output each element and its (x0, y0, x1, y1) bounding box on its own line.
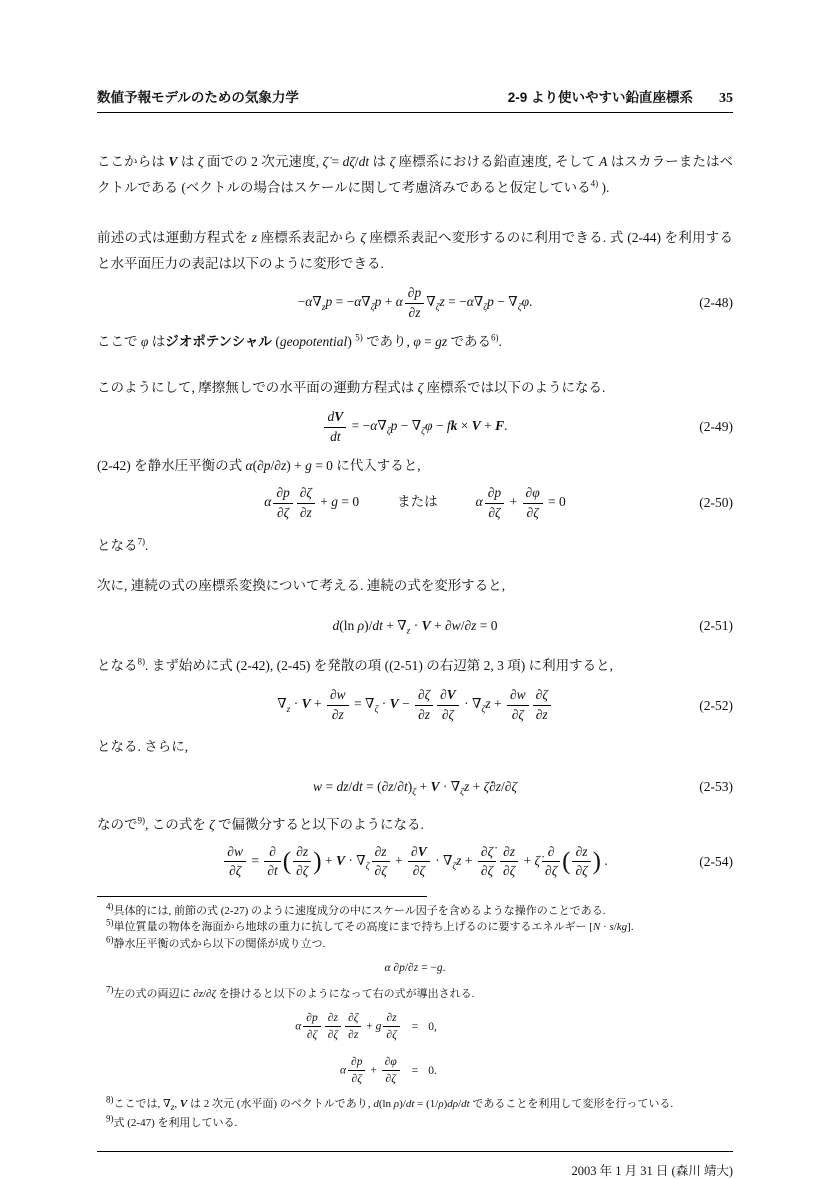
footer-date: 2003 年 1 月 31 日 (森川 靖大) (571, 1164, 733, 1179)
footnote-7-eq2-equals: = (411, 1064, 419, 1077)
paragraph-2: 前述の式は運動方程式を z 座標系表記から ζ 座標系表記へ変形するのに利用できる. 式 (2-44) を利用すると水平面圧力の表記は以下のように変形できる. (97, 230, 733, 271)
equation-2-50-math: α $\frac{\partial p}{\partial\zeta}$ $\frac{\partial\zeta}{\partial z}$ + g = 0 または α $\frac{\partial p}{\partial\zeta}$ + $\frac{\partial\varphi}{\partial\zeta}$ = 0 (264, 485, 566, 520)
footnote-7-eq1-rhs: 0, (428, 1020, 437, 1033)
footnote-9: $^{9)}$式 (2-47) を利用している. (106, 1113, 238, 1129)
paragraph-7: 次に, 連続の式の座標系変換について考える. 連続の式を変形すると, (97, 578, 506, 594)
header-left-title: 数値予報モデルのための気象力学 (97, 90, 299, 105)
equation-2-52-math: $\nabla_z \cdot V$ + $\frac{\partial w}{\partial z}$ = $\nabla_\zeta \cdot V$ − $\frac{\partial\zeta}{\partial z}$ $\frac{\partial V}{\partial\zeta}$ · $\nabla_\zeta z$ + $\frac{\partial w}{\partial\zeta}$ $\frac{\partial\zeta}{\partial z}$ (277, 687, 553, 723)
equation-2-52-number: (2-52) (699, 697, 733, 713)
equation-2-48 (97, 285, 733, 321)
text-block (97, 86, 733, 1179)
paragraph-5: (2-42) を静水圧平衡の式 α(∂p/∂z) + g = 0 に代入すると, (97, 458, 421, 474)
footnote-6: $^{6)}$静水圧平衡の式から以下の関係が成り立つ. (106, 934, 326, 950)
equation-2-51-math: d(ln $\rho)/dt + \nabla_z \cdot V + \partial w/\partial z = 0$ (332, 618, 498, 638)
page-header (97, 86, 733, 113)
paragraph-3: ここで φ はジオポテンシャル (geopotential) $^{5)}$ であり, φ = gz である$^{6)}$. (97, 332, 502, 350)
header-section-title: 2-9 より使いやすい鉛直座標系 (507, 90, 693, 105)
equation-2-54-number: (2-54) (699, 853, 733, 869)
equation-2-48-math: $-\alpha\nabla_zp = -\alpha\nabla_\zeta p + \alpha$ $\frac{\partial p}{\partial z}$ $\nabla_\zeta z = -\alpha\nabla_\zeta p - \nabla_\zeta\varphi$. (297, 285, 533, 320)
equation-2-51-number: (2-51) (699, 618, 733, 634)
equation-2-50-number: (2-50) (699, 495, 733, 511)
footnote-4: $^{4)}$具体的には, 前節の式 (2-27) のように速度成分の中にスケール因子を含めるような操作のことである. (106, 901, 606, 917)
paragraph-6: となる$^{7)}$. (97, 536, 149, 554)
equation-2-49-number: (2-49) (699, 419, 733, 435)
footnote-8: $^{8)}$ここでは, $\nabla_z$, V は 2 次元 (水平面) のベクトルであり, d(ln ρ)/dt = (1/ρ)dρ/dt であることを利用して変形を行っている. (106, 1094, 674, 1114)
equation-2-49 (97, 409, 733, 445)
equation-2-48-number: (2-48) (699, 295, 733, 311)
equation-2-49-math: $\frac{dV}{dt}$ = $-\alpha\nabla_\zeta p - \nabla_\zeta\varphi$ − fk × V + F. (322, 409, 507, 445)
footnote-7: $^{7)}$左の式の両辺に ∂z/∂ζ を掛けると以下のようになって右の式が導出される. (106, 984, 475, 1001)
equation-2-54-math: $\frac{\partial w}{\partial\zeta}$ = ∂ ∂t ( $\frac{\partial z}{\partial\zeta}$ ) + $V \cdot \nabla_\zeta$ $\frac{\partial z}{\partial\zeta}$ + $\frac{\partial V}{\partial\zeta}$ · $\nabla_\zeta z$ + $\frac{\partial\zetȧ}{\partial\zeta}$ $\frac{\partial z}{\partial\zeta}$ + ζ̇ ∂ ∂ζ ( $\frac{\partial z}{\partial\zeta}$ ) . (222, 844, 607, 880)
equation-2-53 (97, 772, 733, 802)
footnote-5: $^{5)}$単位質量の物体を海面から地球の重力に抗してその高度にまで持ち上げるのに要するエネルギー [N · s/kg]. (106, 917, 634, 934)
paragraph-10: なので$^{9)}$, この式を ζ で偏微分すると以下のようになる. (97, 815, 424, 832)
footer-rule (97, 1151, 733, 1152)
equation-2-54 (97, 844, 733, 880)
footnote-rule (97, 896, 427, 897)
footnote-7-eq2-lhs: α $\frac{\partial p}{\partial\zeta}$ + $\frac{\partial\varphi}{\partial\zeta}$ (340, 1055, 402, 1087)
footnote-6-equation: α ∂p/∂z = −g. (384, 962, 446, 975)
footnote-7-eq2-rhs: 0. (428, 1064, 437, 1077)
equation-2-51 (97, 611, 733, 641)
equation-2-53-number: (2-53) (699, 778, 733, 794)
paragraph-9: となる. さらに, (97, 738, 189, 754)
paragraph-1: ここからは V は ζ 面での 2 次元速度, ζ̇ = dζ/dt は ζ 座標系における鉛直速度, そして A はスカラーまたはベクトルである (ベクトルの場合はスケールに関して考慮済みであると仮定している$^{4)}$ ). (97, 154, 734, 195)
header-right (508, 86, 733, 107)
footnote-7-eq1-lhs: α $\frac{\partial p}{\partial\zeta}$ $\frac{\partial z}{\partial\zeta}$ $\frac{\partial\zeta}{\partial z}$ + g $\frac{\partial z}{\partial\zeta}$ (295, 1011, 402, 1043)
equation-2-52 (97, 687, 733, 723)
paragraph-4: このようにして, 摩擦無しでの水平面の運動方程式は ζ 座標系では以下のようになる. (97, 380, 606, 396)
header-page-number: 35 (719, 91, 733, 106)
equation-2-50 (97, 485, 733, 521)
paragraph-8: となる$^{8)}$. まず始めに式 (2-42), (2-45) を発散の項 ((2-51) の右辺第 2, 3 項) に利用すると, (97, 656, 613, 674)
equation-2-53-math: $w = dz/dt = (\partial z/\partial t)_\zeta + V \cdot \nabla_\zeta z$ + ζ̇∂z/∂ζ (313, 778, 517, 798)
footnote-7-eq1-equals: = (411, 1020, 419, 1033)
footnote-7-equations (97, 1011, 733, 1087)
